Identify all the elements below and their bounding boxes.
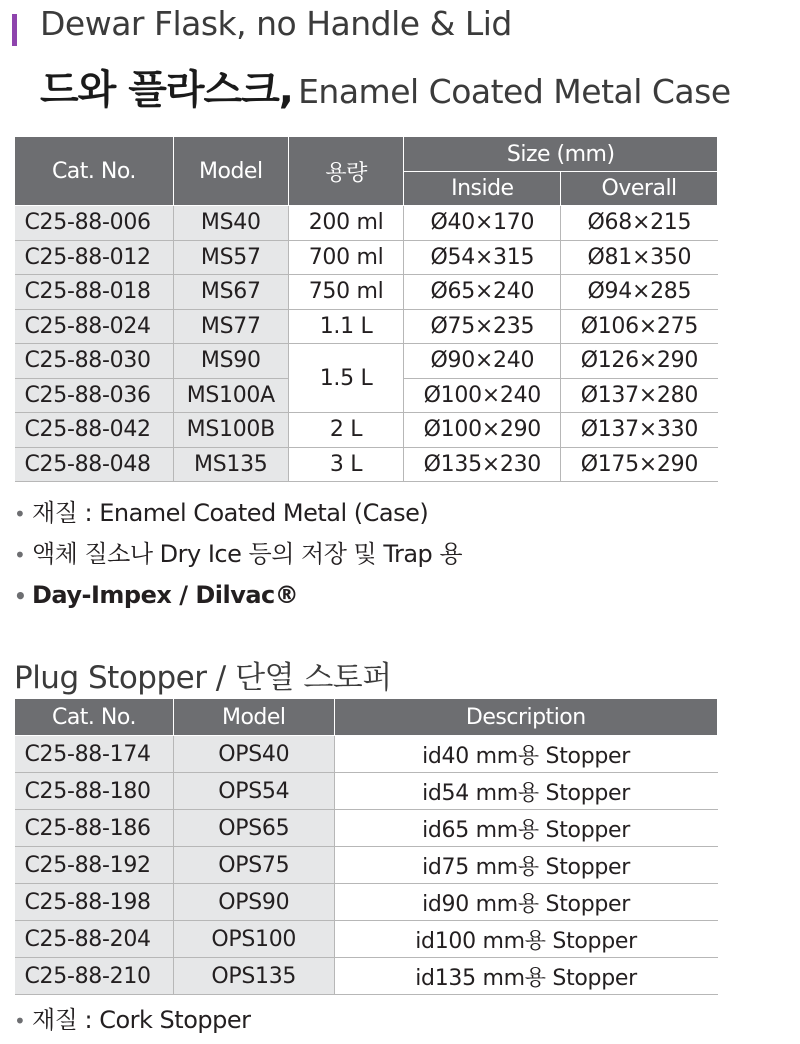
table-row [15, 413, 718, 448]
cat-no-cell: C25-88-012 [15, 240, 174, 275]
description-cell: id54 mm용 Stopper [334, 773, 717, 810]
cat-no-cell: C25-88-186 [15, 810, 174, 847]
overall-size-cell: Ø126×290 [561, 344, 718, 379]
bullet-icon: • [14, 502, 26, 526]
capacity-cell: 700 ml [288, 240, 404, 275]
col-header-inside: Inside [404, 172, 561, 206]
col-header-overall: Overall [561, 172, 718, 206]
bullet-icon: • [14, 543, 26, 567]
inside-size-cell: Ø135×230 [404, 447, 561, 482]
bullet-icon: • [14, 1009, 26, 1033]
stopper-notes [14, 1000, 250, 1041]
product-subtitle [40, 58, 731, 115]
cat-no-cell: C25-88-036 [15, 378, 174, 413]
table-row [15, 447, 718, 482]
model-cell: MS100A [173, 378, 288, 413]
overall-size-cell: Ø68×215 [561, 206, 718, 241]
table-row [15, 810, 718, 847]
description-cell: id65 mm용 Stopper [334, 810, 717, 847]
model-cell: MS77 [173, 309, 288, 344]
inside-size-cell: Ø75×235 [404, 309, 561, 344]
overall-size-cell: Ø175×290 [561, 447, 718, 482]
col-header-capacity: 용량 [288, 137, 404, 206]
flask-notes [14, 493, 462, 616]
table-row [15, 344, 718, 379]
overall-size-cell: Ø137×330 [561, 413, 718, 448]
stopper-section-title: Plug Stopper / 단열 스토퍼 [14, 660, 392, 696]
bullet-icon: • [14, 584, 27, 608]
col-header-cat-no: Cat. No. [15, 137, 174, 206]
model-cell: MS90 [173, 344, 288, 379]
cat-no-cell: C25-88-042 [15, 413, 174, 448]
note-material-text: 재질 : Cork Stopper [32, 1006, 251, 1034]
table-row [15, 958, 718, 995]
model-cell: MS100B [173, 413, 288, 448]
model-cell: OPS90 [173, 884, 334, 921]
table-row [15, 240, 718, 275]
description-cell: id135 mm용 Stopper [334, 958, 717, 995]
note-usage-text: 액체 질소나 Dry Ice 등의 저장 및 Trap 용 [32, 540, 463, 568]
model-cell: OPS40 [173, 736, 334, 773]
col-header-model: Model [173, 699, 334, 736]
inside-size-cell: Ø90×240 [404, 344, 561, 379]
cat-no-cell: C25-88-192 [15, 847, 174, 884]
table-row [15, 773, 718, 810]
table-row [15, 309, 718, 344]
table-row [15, 736, 718, 773]
capacity-cell: 1.5 L [288, 344, 404, 413]
col-header-description: Description [334, 699, 717, 736]
cat-no-cell: C25-88-198 [15, 884, 174, 921]
model-cell: MS57 [173, 240, 288, 275]
capacity-cell: 750 ml [288, 275, 404, 310]
note-brand [14, 575, 462, 616]
stopper-spec-table [14, 698, 718, 995]
description-cell: id75 mm용 Stopper [334, 847, 717, 884]
table-row [15, 884, 718, 921]
product-subtitle-english: Enamel Coated Metal Case [298, 72, 731, 111]
note-material [14, 1000, 250, 1041]
overall-size-cell: Ø94×285 [561, 275, 718, 310]
cat-no-cell: C25-88-180 [15, 773, 174, 810]
note-brand-text: Day-Impex / Dilvac® [32, 581, 299, 609]
model-cell: OPS75 [173, 847, 334, 884]
cat-no-cell: C25-88-018 [15, 275, 174, 310]
flask-spec-table [14, 136, 718, 482]
cat-no-cell: C25-88-006 [15, 206, 174, 241]
col-header-size: Size (mm) [404, 137, 718, 172]
model-cell: OPS100 [173, 921, 334, 958]
note-material [14, 493, 462, 534]
cat-no-cell: C25-88-048 [15, 447, 174, 482]
model-cell: MS67 [173, 275, 288, 310]
cat-no-cell: C25-88-204 [15, 921, 174, 958]
accent-bar [12, 14, 17, 46]
model-cell: MS40 [173, 206, 288, 241]
cat-no-cell: C25-88-030 [15, 344, 174, 379]
col-header-cat-no: Cat. No. [15, 699, 174, 736]
table-row [15, 921, 718, 958]
overall-size-cell: Ø137×280 [561, 378, 718, 413]
capacity-cell: 3 L [288, 447, 404, 482]
capacity-cell: 1.1 L [288, 309, 404, 344]
cat-no-cell: C25-88-174 [15, 736, 174, 773]
description-cell: id90 mm용 Stopper [334, 884, 717, 921]
inside-size-cell: Ø100×290 [404, 413, 561, 448]
description-cell: id40 mm용 Stopper [334, 736, 717, 773]
table-row [15, 275, 718, 310]
description-cell: id100 mm용 Stopper [334, 921, 717, 958]
product-title: Dewar Flask, no Handle & Lid [40, 4, 512, 43]
inside-size-cell: Ø65×240 [404, 275, 561, 310]
capacity-cell: 200 ml [288, 206, 404, 241]
table-row [15, 206, 718, 241]
inside-size-cell: Ø40×170 [404, 206, 561, 241]
overall-size-cell: Ø81×350 [561, 240, 718, 275]
inside-size-cell: Ø54×315 [404, 240, 561, 275]
table-row [15, 847, 718, 884]
cat-no-cell: C25-88-210 [15, 958, 174, 995]
model-cell: MS135 [173, 447, 288, 482]
model-cell: OPS54 [173, 773, 334, 810]
product-subtitle-korean: 드와 플라스크, [40, 67, 293, 113]
capacity-cell: 2 L [288, 413, 404, 448]
overall-size-cell: Ø106×275 [561, 309, 718, 344]
model-cell: OPS65 [173, 810, 334, 847]
inside-size-cell: Ø100×240 [404, 378, 561, 413]
model-cell: OPS135 [173, 958, 334, 995]
note-material-text: 재질 : Enamel Coated Metal (Case) [32, 499, 429, 527]
cat-no-cell: C25-88-024 [15, 309, 174, 344]
note-usage [14, 534, 462, 575]
col-header-model: Model [173, 137, 288, 206]
